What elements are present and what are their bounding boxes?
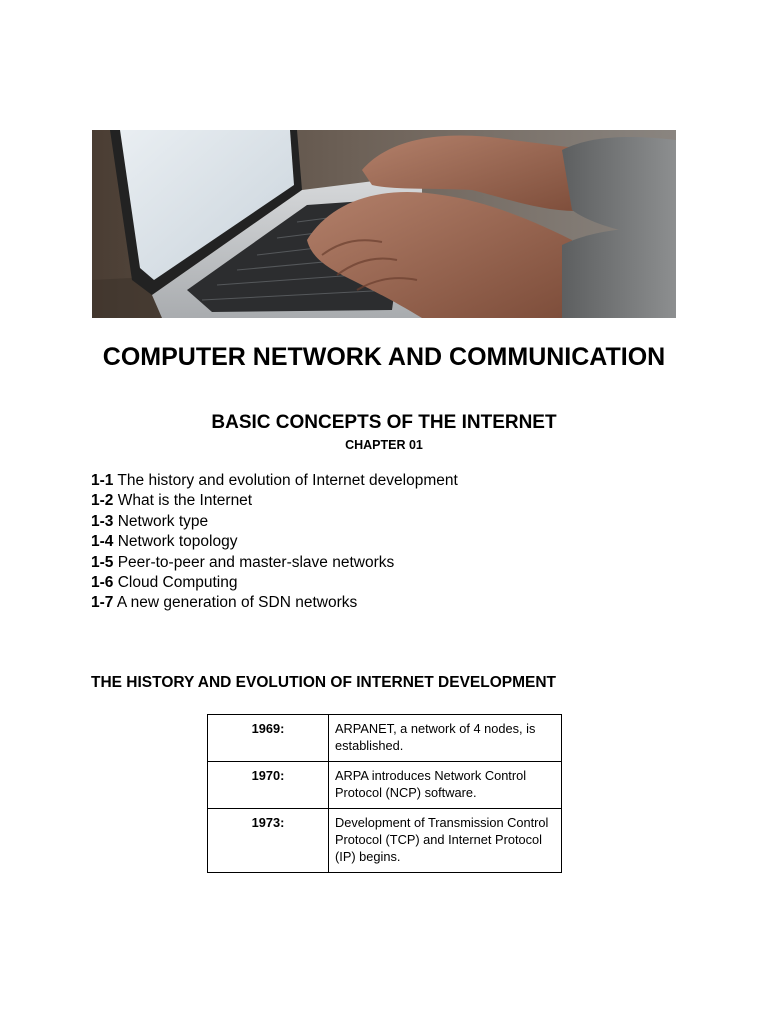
event-cell: ARPA introduces Network Control Protocol (NCP) software.: [329, 762, 562, 809]
toc-item-number: 1-3: [91, 512, 114, 530]
toc-item-number: 1-7: [91, 594, 114, 612]
hero-image: [92, 130, 676, 318]
toc-item-number: 1-6: [91, 574, 114, 592]
toc-item: [91, 532, 458, 552]
section-heading: THE HISTORY AND EVOLUTION OF INTERNET DEVELOPMENT: [91, 674, 557, 691]
toc-item-number: 1-2: [91, 492, 114, 510]
document-subtitle: BASIC CONCEPTS OF THE INTERNET: [211, 412, 557, 433]
toc-item: [91, 553, 458, 573]
toc-item-text: Network type: [113, 512, 209, 530]
toc-item: [91, 573, 458, 593]
year-cell: 1969:: [208, 715, 329, 762]
toc-item: [91, 512, 458, 532]
table-row: [208, 762, 562, 809]
toc-item-number: 1-5: [91, 553, 114, 571]
toc-item-text: Network topology: [113, 533, 238, 551]
table-row: [208, 809, 562, 873]
toc-item-text: What is the Internet: [113, 492, 253, 510]
toc-item-text: A new generation of SDN networks: [113, 594, 358, 612]
toc-item-number: 1-4: [91, 533, 114, 551]
toc-item-number: 1-1: [91, 472, 114, 489]
table-row: [208, 715, 562, 762]
chapter-label: CHAPTER 01: [345, 438, 423, 452]
event-cell: Development of Transmission Control Protocol (TCP) and Internet Protocol (IP) begins.: [329, 809, 562, 873]
toc-item: [91, 593, 458, 613]
laptop-typing-photo-icon: [92, 130, 676, 318]
document-title: COMPUTER NETWORK AND COMMUNICATION: [102, 343, 666, 371]
toc-item-text: The history and evolution of Internet development: [113, 472, 458, 489]
toc-item: [91, 491, 458, 511]
toc-item-text: Peer-to-peer and master-slave networks: [113, 553, 395, 571]
table-of-contents: [91, 471, 458, 614]
timeline-table: [207, 714, 562, 873]
year-cell: 1970:: [208, 762, 329, 809]
toc-item-text: Cloud Computing: [113, 574, 238, 592]
event-cell: ARPANET, a network of 4 nodes, is established.: [329, 715, 562, 762]
toc-item: [91, 471, 458, 491]
year-cell: 1973:: [208, 809, 329, 873]
